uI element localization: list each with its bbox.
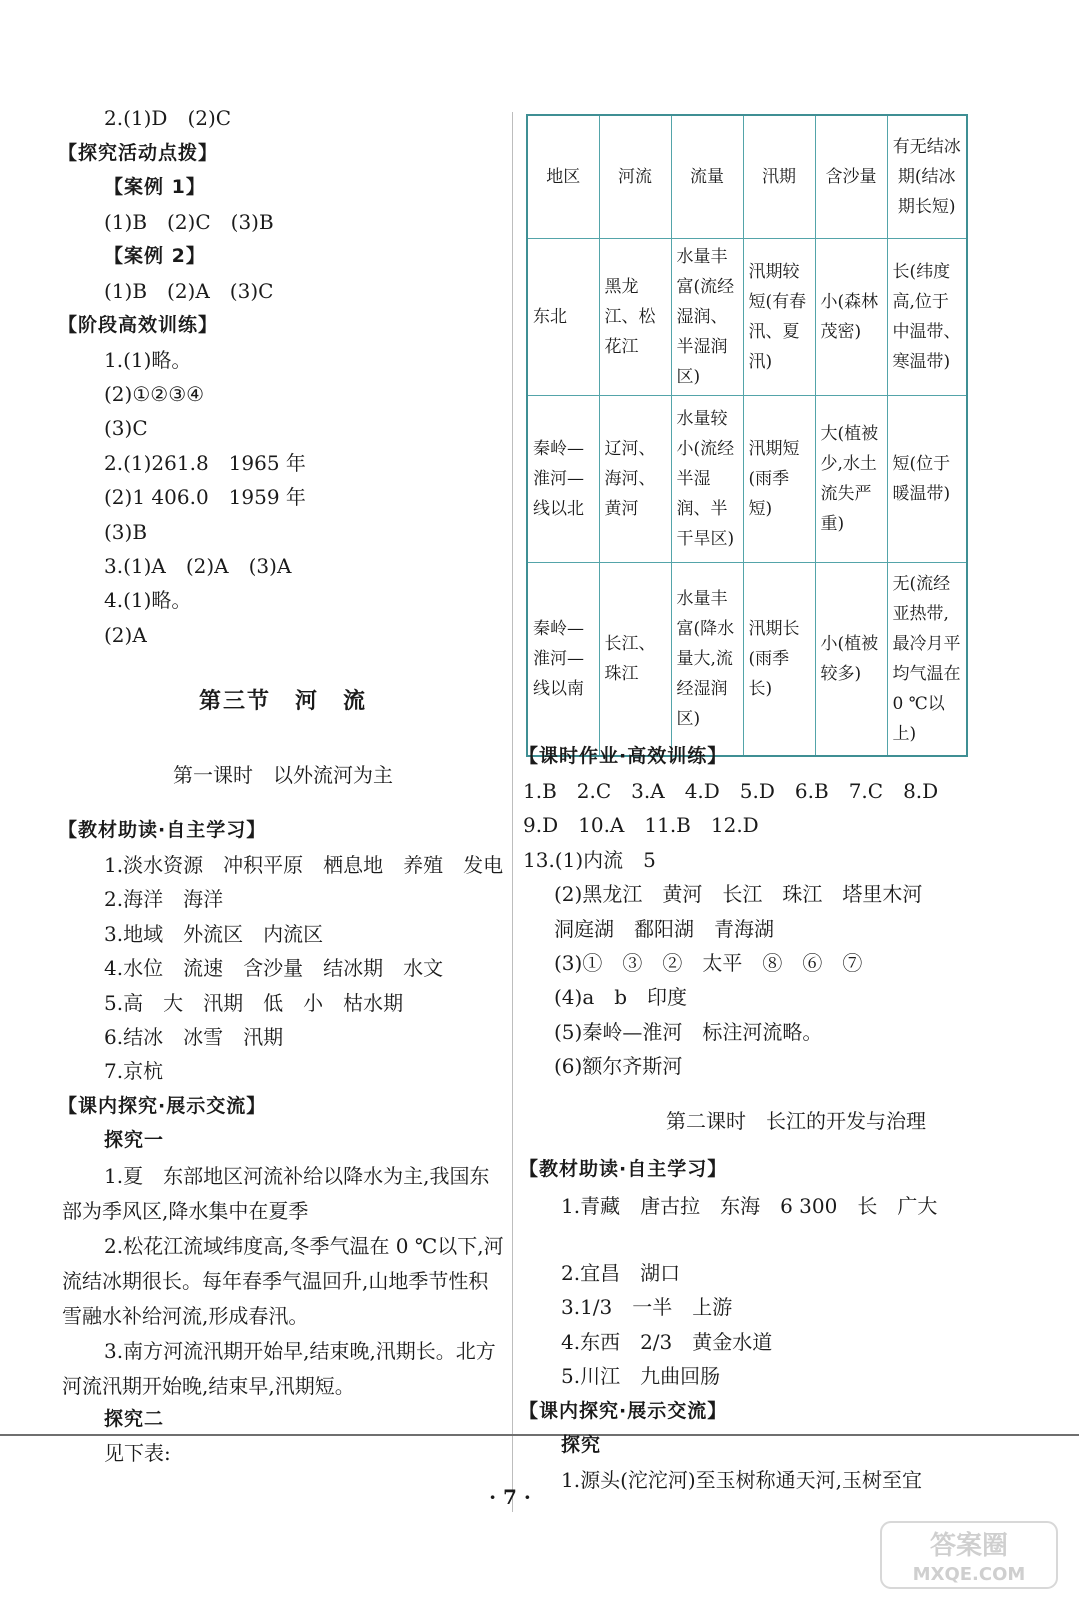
list-item: 2.宜昌 湖口	[561, 1261, 681, 1285]
case-2-label: 【案例 2】	[104, 245, 206, 267]
list-item: 2.海洋 海洋	[104, 887, 224, 911]
table-cell: 大(植被少,水土流失严重)	[815, 395, 887, 562]
lesson-title: 第二课时 长江的开发与治理	[666, 1109, 926, 1133]
page-number: · 7 ·	[489, 1485, 531, 1509]
section-header-in-class: 【课内探究·展示交流】	[58, 1095, 267, 1117]
section-header-textbook: 【教材助读·自主学习】	[519, 1158, 728, 1180]
table-cell: 汛期短(雨季短)	[743, 395, 815, 562]
section-header-homework: 【课时作业·高效训练】	[519, 745, 728, 767]
answer-line: 3.(1)A (2)A (3)A	[104, 554, 292, 578]
list-item: 1.淡水资源 冲积平原 栖息地 养殖 发电	[104, 853, 504, 877]
list-item: 4.水位 流速 含沙量 结冰期 水文	[104, 956, 444, 980]
paragraph: 1.夏 东部地区河流补给以降水为主,我国东部为季风区,降水集中在夏季	[62, 1164, 490, 1223]
right-column	[513, 0, 1079, 1600]
answer-line: (6)额尔齐斯河	[554, 1054, 683, 1078]
watermark-text-bottom: MXQE.COM	[912, 1564, 1026, 1585]
section-title: 第三节 河 流	[198, 688, 367, 714]
table-cell: 水量较小(流经半湿润、半干旱区)	[671, 395, 743, 562]
table-cell: 汛期较短(有春汛、夏汛)	[743, 238, 815, 395]
case-1-label: 【案例 1】	[104, 176, 206, 198]
table-cell: 水量丰富(降水量大,流经湿润区)	[671, 562, 743, 756]
table-cell: 秦岭—淮河—线以北	[527, 395, 599, 562]
section-header-stage-training: 【阶段高效训练】	[58, 314, 219, 336]
watermark-icon	[879, 1520, 1059, 1590]
table-cell: 小(植被较多)	[815, 562, 887, 756]
answer-line: (1)B (2)A (3)C	[104, 279, 274, 303]
see-table-note: 见下表:	[104, 1441, 171, 1465]
section-header-textbook: 【教材助读·自主学习】	[58, 819, 267, 841]
list-item: 3.1/3 一半 上游	[561, 1295, 733, 1319]
table-cell: 辽河、海河、黄河	[599, 395, 671, 562]
table-cell: 长(纬度高,位于中温带、寒温带)	[887, 238, 967, 395]
table-cell: 黑龙江、松花江	[599, 238, 671, 395]
answer-line: (3)① ③ ② 太平 ⑧ ⑥ ⑦	[554, 951, 863, 975]
explore-1-label: 探究一	[104, 1129, 165, 1151]
answer-line: (3)B	[104, 520, 148, 544]
answer-line: (3)C	[104, 416, 148, 440]
table-cell: 东北	[527, 238, 599, 395]
list-item: 7.京杭	[104, 1059, 164, 1083]
section-header-in-class: 【课内探究·展示交流】	[519, 1400, 728, 1422]
list-item: 5.川江 九曲回肠	[561, 1364, 721, 1388]
answer-line: (2)黑龙江 黄河 长江 珠江 塔里木河	[554, 882, 923, 906]
answer-line: 1.(1)略。	[104, 348, 192, 372]
answer-line: 2.(1)261.8 1965 年	[104, 451, 306, 475]
section-header-explore: 【探究活动点拨】	[58, 142, 219, 164]
table-header-cell: 流量	[671, 115, 743, 238]
table-cell: 长江、珠江	[599, 562, 671, 756]
list-item: 3.地域 外流区 内流区	[104, 922, 324, 946]
answer-line: 9.D 10.A 11.B 12.D	[523, 813, 759, 837]
answer-line: (1)B (2)C (3)B	[104, 210, 274, 234]
table-cell: 秦岭—淮河—线以南	[527, 562, 599, 756]
table-cell: 无(流经亚热带,最冷月平均气温在 0 ℃以上)	[887, 562, 967, 756]
table-header-cell: 含沙量	[815, 115, 887, 238]
answer-line: 2.(1)D (2)C	[104, 106, 232, 130]
table-header-cell: 地区	[527, 115, 599, 238]
answer-line: 1.源头(沱沱河)至玉树称通天河,玉树至宜	[561, 1468, 923, 1492]
table-cell: 汛期长(雨季长)	[743, 562, 815, 756]
lesson-title: 第一课时 以外流河为主	[173, 763, 393, 787]
answer-line: 洞庭湖 鄱阳湖 青海湖	[554, 917, 774, 941]
table-cell: 小(森林茂密)	[815, 238, 887, 395]
answer-line: (5)秦岭—淮河 标注河流略。	[554, 1020, 823, 1044]
answer-line: (2)1 406.0 1959 年	[104, 485, 306, 509]
answer-line: (2)①②③④	[104, 382, 205, 406]
left-column	[0, 0, 512, 1600]
watermark-text-top: 答案圈	[929, 1531, 1009, 1561]
list-item: 1.青藏 唐古拉 东海 6 300 长 广大	[561, 1194, 938, 1218]
answer-line: (2)A	[104, 623, 147, 647]
watermark-logo	[879, 1520, 1059, 1590]
paragraph: 2.松花江流域纬度高,冬季气温在 0 ℃以下,河流结冰期很长。每年春季气温回升,山地季节性积雪融水补给河流,形成春汛。	[62, 1234, 504, 1328]
table-cell: 水量丰富(流经湿润、半湿润区)	[671, 238, 743, 395]
table-cell: 短(位于暖温带)	[887, 395, 967, 562]
list-item: 4.东西 2/3 黄金水道	[561, 1330, 773, 1354]
explore-2-label: 探究二	[104, 1408, 165, 1430]
answer-line: 4.(1)略。	[104, 588, 192, 612]
answer-line: 1.B 2.C 3.A 4.D 5.D 6.B 7.C 8.D	[523, 779, 939, 803]
list-item: 5.高 大 汛期 低 小 枯水期	[104, 991, 404, 1015]
answer-line: 13.(1)内流 5	[523, 848, 656, 872]
list-item: 6.结冰 冰雪 汛期	[104, 1025, 284, 1049]
table-header-cell: 有无结冰期(结冰期长短)	[887, 115, 967, 238]
paragraph: 3.南方河流汛期开始早,结束晚,汛期长。北方河流汛期开始晚,结束早,汛期短。	[62, 1339, 496, 1398]
table-header-cell: 汛期	[743, 115, 815, 238]
answer-line: (4)a b 印度	[554, 985, 688, 1009]
explore-label: 探究	[561, 1434, 602, 1456]
table-header-cell: 河流	[599, 115, 671, 238]
